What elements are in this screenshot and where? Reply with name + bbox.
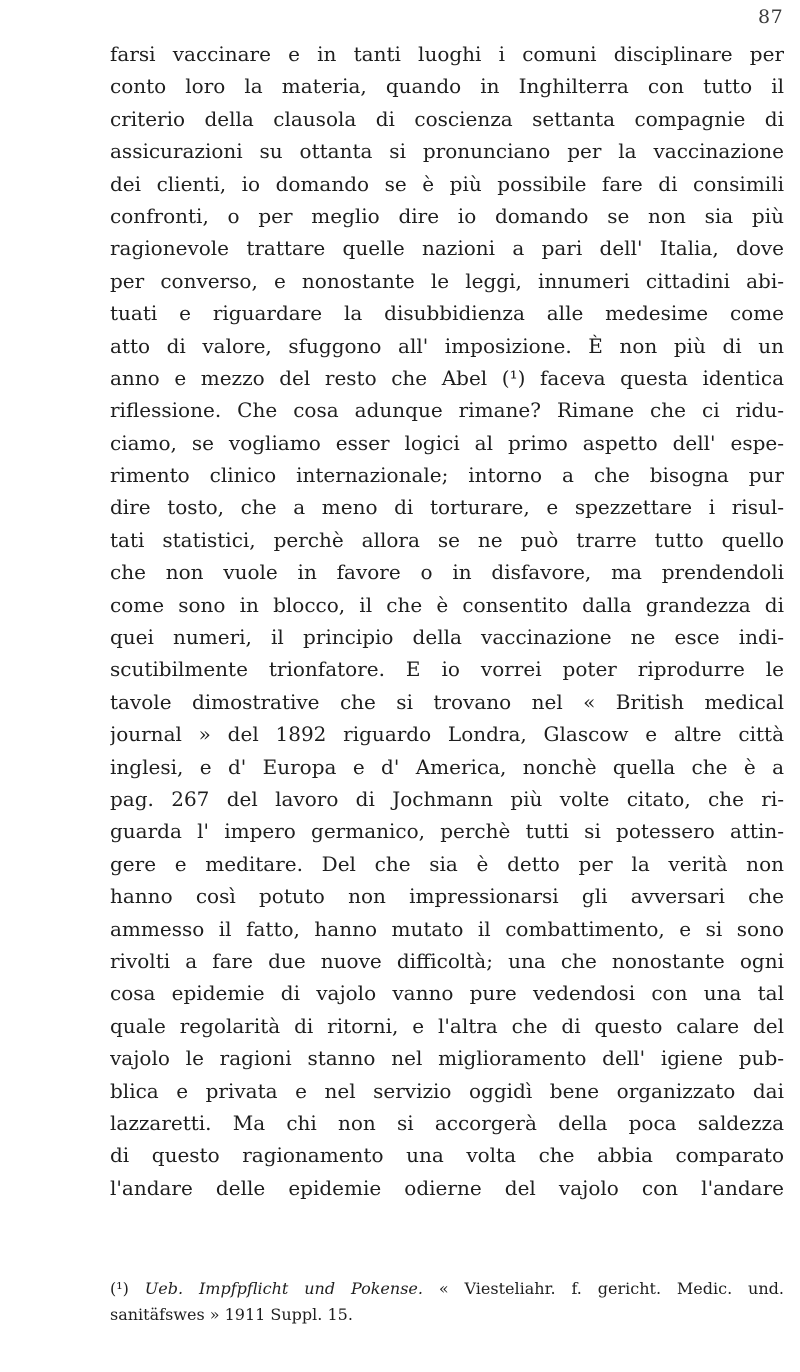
text-line: blica e privata e nel servizio oggidì bene organizzato dai [110,1078,784,1103]
text-line: inglesi, e d' Europa e d' America, nonchè quella che è a [110,754,784,779]
footnote-line-1 [110,1276,784,1302]
text-line: farsi vaccinare e in tanti luoghi i comuni disciplinare per [110,42,784,66]
text-line: hanno così potuto non impressionarsi gli avversari che [110,884,784,909]
text-line: anno e mezzo del resto che Abel (¹) faceva questa identica [110,365,784,390]
text-line: tavole dimostrative che si trovano nel « British medical [110,689,784,714]
text-line: criterio della clausola di coscienza settanta compagnie di [110,106,784,131]
footnote-reference: « Viesteliahr. f. gericht. Medic. und. [438,1279,784,1298]
text-line: guarda l' impero germanico, perchè tutti si potessero attin- [110,819,784,844]
text-line: pag. 267 del lavoro di Jochmann più volte citato, che ri- [110,786,784,811]
text-line: per converso, e nonostante le leggi, innumeri cittadini abi- [110,268,784,293]
text-line: dei clienti, io domando se è più possibile fare di consimili [110,171,784,196]
text-line: l'andare delle epidemie odierne del vajolo con l'andare [110,1175,784,1200]
text-line: rivolti a fare due nuove difficoltà; una che nonostante ogni [110,948,784,973]
text-line: tuati e riguardare la disubbidienza alle medesime come [110,301,784,326]
body-text [110,38,784,1204]
text-line: cosa epidemie di vajolo vanno pure vedendosi con una tal [110,981,784,1006]
footnote-line-2: sanitäfswes » 1911 Suppl. 15. [110,1305,353,1324]
text-line: ammesso il fatto, hanno mutato il combattimento, e si sono [110,916,784,941]
text-line: tati statistici, perchè allora se ne può trarre tutto quello [110,527,784,552]
text-line: di questo ragionamento una volta che abbia comparato [110,1143,784,1168]
text-line: dire tosto, che a meno di torturare, e spezzettare i risul- [110,495,784,520]
text-line: quei numeri, il principio della vaccinazione ne esce indi- [110,625,784,650]
footnote-title: Ueb. Impfpflicht und Pokense. [144,1279,423,1298]
text-line: assicurazioni su ottanta si pronunciano per la vaccinazione [110,139,784,164]
text-line: atto di valore, sfuggono all' imposizione. È non più di un [110,333,784,358]
footnote [110,1276,784,1328]
text-line: riflessione. Che cosa adunque rimane? Rimane che ci ridu- [110,398,784,423]
text-line: ciamo, se vogliamo esser logici al primo aspetto dell' espe- [110,430,784,455]
text-line: quale regolarità di ritorni, e l'altra che di questo calare del [110,1013,784,1038]
text-line: confronti, o per meglio dire io domando se non sia più [110,203,784,228]
text-line: rimento clinico internazionale; intorno a che bisogna pur [110,463,784,488]
text-line: ragionevole trattare quelle nazioni a pari dell' Italia, dove [110,236,784,261]
text-line: lazzaretti. Ma chi non si accorgerà della poca saldezza [110,1110,784,1135]
text-line: journal » del 1892 riguardo Londra, Glascow e altre città [110,722,784,747]
text-line: gere e meditare. Del che sia è detto per la verità non [110,851,784,876]
text-line: conto loro la materia, quando in Inghilterra con tutto il [110,74,784,99]
footnote-marker: (¹) [110,1279,129,1298]
page-number: 87 [758,6,784,28]
text-line: come sono in blocco, il che è consentito dalla grandezza di [110,592,784,617]
text-line: scutibilmente trionfatore. E io vorrei poter riprodurre le [110,657,784,682]
text-line: vajolo le ragioni stanno nel miglioramento dell' igiene pub- [110,1046,784,1071]
text-line: che non vuole in favore o in disfavore, ma prendendoli [110,560,784,585]
